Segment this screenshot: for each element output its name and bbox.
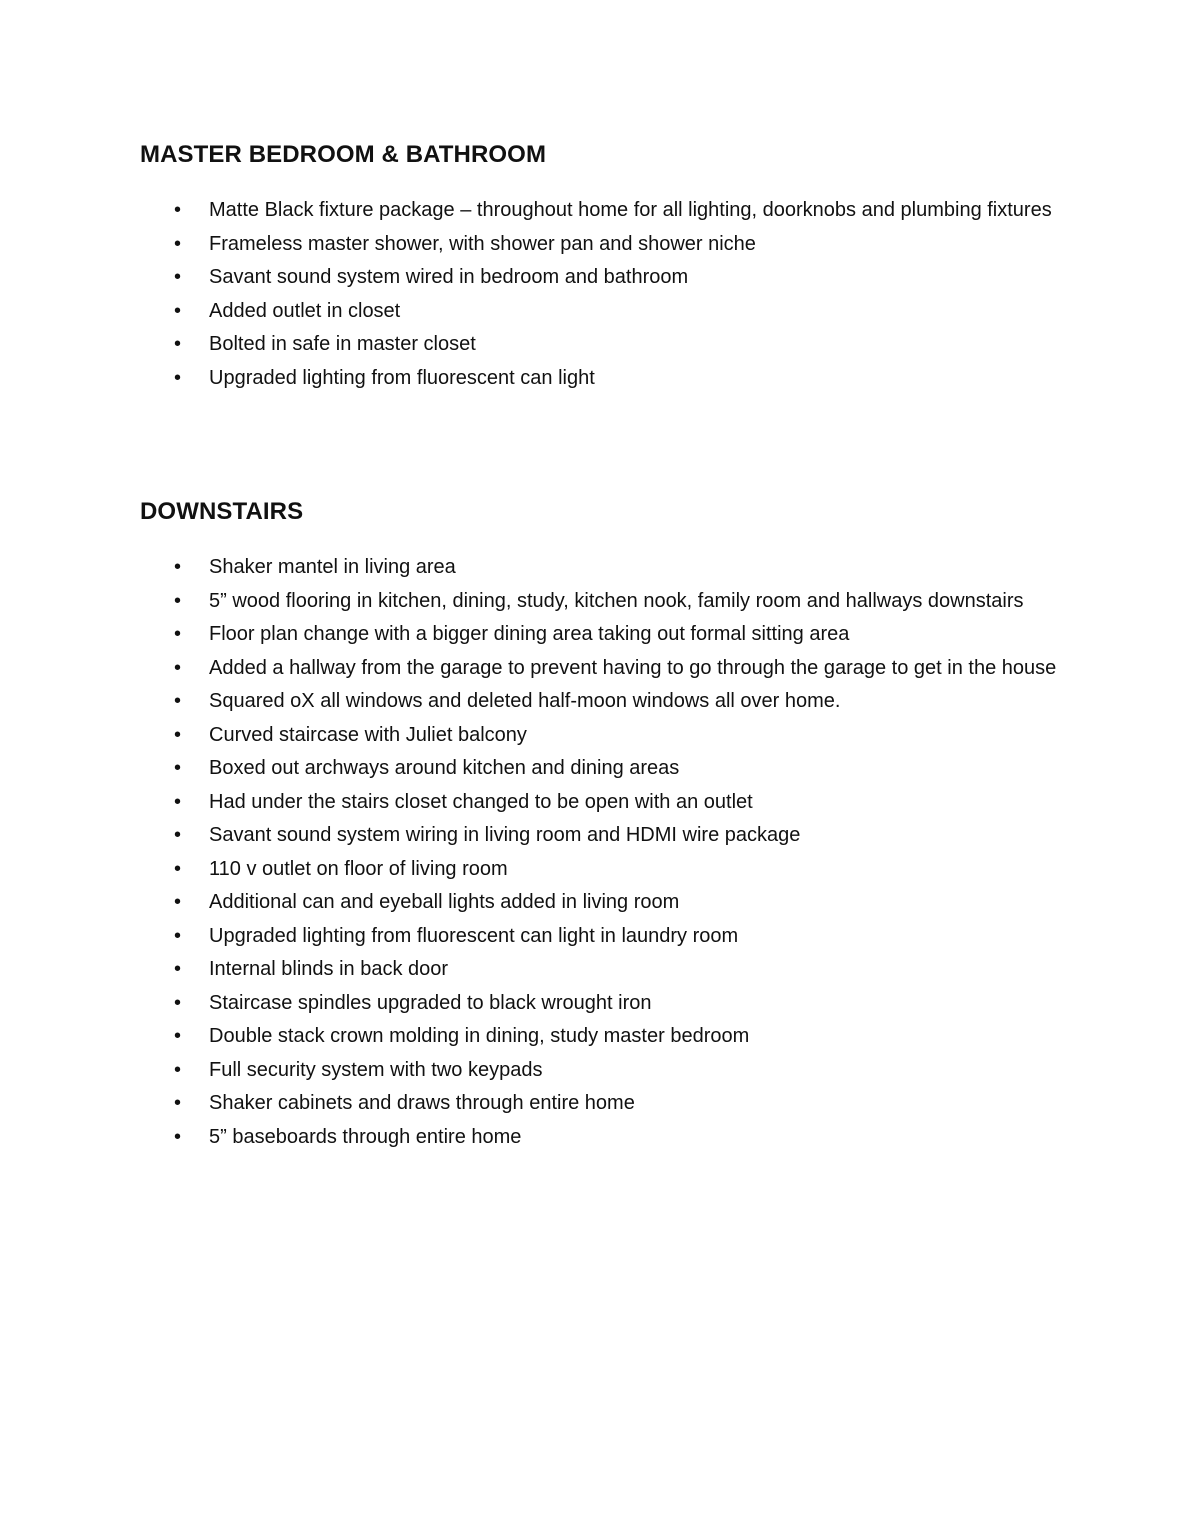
bullet-icon: • xyxy=(174,757,182,779)
list-item-text: Full security system with two keypads xyxy=(209,1058,543,1081)
bullet-icon: • xyxy=(174,232,182,255)
list-item xyxy=(140,228,1060,262)
bullet-icon: • xyxy=(174,824,182,846)
list-item xyxy=(140,1054,1060,1088)
list-item-text: 110 v outlet on floor of living room xyxy=(209,857,508,880)
list-item xyxy=(140,1121,1060,1155)
list-item xyxy=(140,786,1060,820)
list-item xyxy=(140,652,1060,686)
bullet-icon: • xyxy=(174,1025,182,1047)
bullet-icon: • xyxy=(174,958,182,980)
bullet-list xyxy=(140,194,1060,395)
list-item-text: Upgraded lighting from fluorescent can light in laundry room xyxy=(209,924,739,947)
bullet-icon: • xyxy=(174,333,182,355)
list-item xyxy=(140,819,1060,853)
list-item-text: Added a hallway from the garage to prevent having to go through the garage to get in the house xyxy=(209,656,1057,679)
list-item xyxy=(140,261,1060,295)
list-item-text: Shaker mantel in living area xyxy=(209,556,456,578)
bullet-icon: • xyxy=(174,199,182,221)
list-item-text: Curved staircase with Juliet balcony xyxy=(209,723,527,746)
list-item xyxy=(140,920,1060,954)
list-item xyxy=(140,618,1060,652)
bullet-icon: • xyxy=(174,1092,182,1114)
list-item xyxy=(140,1020,1060,1054)
list-item xyxy=(140,752,1060,786)
list-item-text: Boxed out archways around kitchen and dining areas xyxy=(209,757,680,779)
bullet-icon: • xyxy=(174,1058,182,1081)
section-downstairs xyxy=(140,497,1060,1154)
list-item xyxy=(140,551,1060,585)
bullet-icon: • xyxy=(174,857,182,880)
bullet-icon: • xyxy=(174,623,182,645)
list-item-text: Had under the stairs closet changed to be open with an outlet xyxy=(209,790,753,813)
section-master-bedroom-bathroom xyxy=(140,140,1060,395)
list-item xyxy=(140,362,1060,396)
bullet-icon: • xyxy=(174,723,182,746)
bullet-icon: • xyxy=(174,690,182,712)
bullet-icon: • xyxy=(174,991,182,1014)
section-heading: MASTER BEDROOM & BATHROOM xyxy=(140,141,547,168)
list-item xyxy=(140,953,1060,987)
section-heading: DOWNSTAIRS xyxy=(140,498,304,525)
bullet-icon: • xyxy=(174,366,182,389)
list-item-text: Matte Black fixture package – throughout home for all lighting, doorknobs and plumbing fixtures xyxy=(209,199,1052,221)
bullet-icon: • xyxy=(174,891,182,913)
list-item xyxy=(140,685,1060,719)
list-item xyxy=(140,987,1060,1021)
list-item-text: Double stack crown molding in dining, study master bedroom xyxy=(209,1025,750,1047)
bullet-icon: • xyxy=(174,589,182,612)
list-item xyxy=(140,1087,1060,1121)
list-item xyxy=(140,295,1060,329)
list-item xyxy=(140,585,1060,619)
bullet-icon: • xyxy=(174,299,182,322)
list-item xyxy=(140,719,1060,753)
list-item xyxy=(140,886,1060,920)
list-item xyxy=(140,194,1060,228)
list-item-text: Savant sound system wiring in living room and HDMI wire package xyxy=(209,824,801,846)
list-item xyxy=(140,328,1060,362)
bullet-icon: • xyxy=(174,266,182,288)
bullet-icon: • xyxy=(174,656,182,679)
list-item-text: Shaker cabinets and draws through entire home xyxy=(209,1092,635,1114)
bullet-list xyxy=(140,551,1060,1154)
list-item-text: Squared oX all windows and deleted half-moon windows all over home. xyxy=(209,690,841,712)
bullet-icon: • xyxy=(174,924,182,947)
list-item-text: Staircase spindles upgraded to black wrought iron xyxy=(209,991,652,1014)
list-item-text: Savant sound system wired in bedroom and bathroom xyxy=(209,266,689,288)
list-item-text: Bolted in safe in master closet xyxy=(209,333,476,355)
list-item-text: Upgraded lighting from fluorescent can light xyxy=(209,366,595,389)
list-item-text: Floor plan change with a bigger dining area taking out formal sitting area xyxy=(209,623,850,645)
bullet-icon: • xyxy=(174,790,182,813)
list-item-text: Frameless master shower, with shower pan and shower niche xyxy=(209,232,756,255)
bullet-icon: • xyxy=(174,556,182,578)
list-item-text: Additional can and eyeball lights added in living room xyxy=(209,891,680,913)
list-item-text: Internal blinds in back door xyxy=(209,958,449,980)
bullet-icon: • xyxy=(174,1125,182,1148)
list-item-text: 5” baseboards through entire home xyxy=(209,1125,522,1148)
list-item xyxy=(140,853,1060,887)
list-item-text: 5” wood flooring in kitchen, dining, study, kitchen nook, family room and hallways downstairs xyxy=(209,589,1024,612)
list-item-text: Added outlet in closet xyxy=(209,299,401,322)
